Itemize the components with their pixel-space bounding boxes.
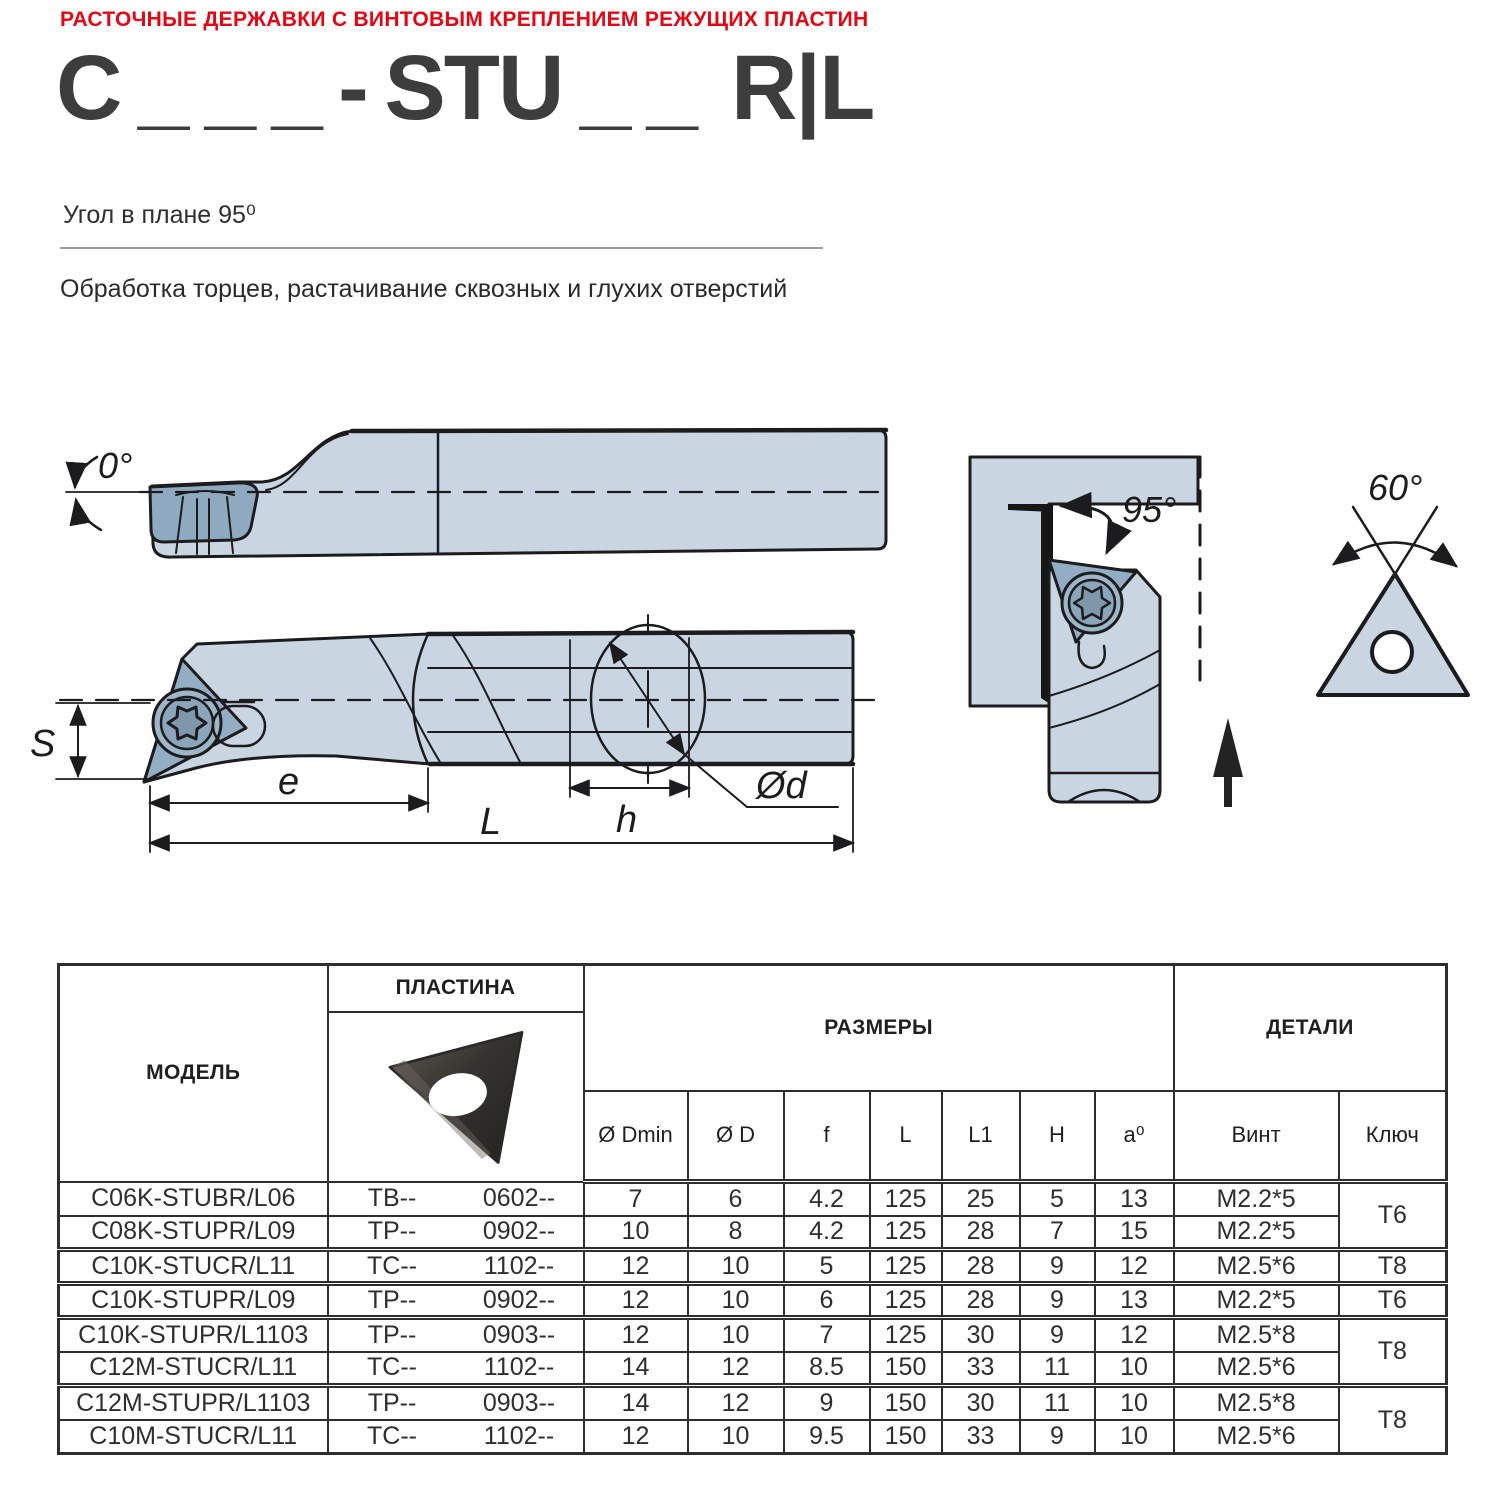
cell-l1: 33 [942, 1420, 1020, 1454]
cell-l: 125 [870, 1318, 942, 1352]
table-row [59, 1386, 1447, 1420]
shank-height-label: S [30, 723, 56, 765]
column-header-insert: ПЛАСТИНА [328, 965, 584, 1012]
specification-table [57, 963, 1448, 1455]
cell-d: 10 [688, 1318, 784, 1352]
cell-dmin: 12 [584, 1250, 688, 1284]
cell-a: 10 [1095, 1386, 1174, 1420]
cell-dmin: 12 [584, 1284, 688, 1318]
cell-l1: 28 [942, 1284, 1020, 1318]
cell-dmin: 10 [584, 1216, 688, 1250]
cell-screw: M2.5*8 [1174, 1386, 1339, 1420]
cell-f: 9 [784, 1386, 870, 1420]
cell-h: 11 [1020, 1386, 1095, 1420]
head-length-label: e [278, 761, 300, 803]
subheader-a: a⁰ [1095, 1091, 1174, 1182]
cell-dmin: 14 [584, 1386, 688, 1420]
cell-d: 8 [688, 1216, 784, 1250]
lead-angle-view [970, 457, 1243, 807]
cell-a: 10 [1095, 1420, 1174, 1454]
cell-insert: TC-- 1102-- [328, 1420, 584, 1454]
diameter-label: Ød [756, 765, 807, 807]
cell-a: 13 [1095, 1284, 1174, 1318]
cell-h: 9 [1020, 1250, 1095, 1284]
lead-angle-subtitle: Угол в плане 95⁰ [63, 201, 256, 229]
toolholder-side-view [30, 615, 878, 852]
cell-key: T8 [1339, 1386, 1447, 1454]
divider-line [60, 247, 823, 249]
clamp-length-label: h [616, 799, 638, 841]
page-title: C _ _ _ - STU _ _ R|L [56, 37, 874, 139]
cell-l1: 30 [942, 1386, 1020, 1420]
cell-h: 5 [1020, 1182, 1095, 1216]
cell-dmin: 12 [584, 1318, 688, 1352]
cell-insert: TP-- 0902-- [328, 1284, 584, 1318]
cell-model: C10M-STUCR/L11 [59, 1420, 328, 1454]
cell-h: 9 [1020, 1420, 1095, 1454]
cell-d: 10 [688, 1420, 784, 1454]
insert-hole [1372, 632, 1412, 672]
cell-h: 7 [1020, 1216, 1095, 1250]
subheader-key: Ключ [1339, 1091, 1447, 1182]
cell-model: C10K-STUPR/L1103 [59, 1318, 328, 1352]
cell-f: 6 [784, 1284, 870, 1318]
cell-dmin: 7 [584, 1182, 688, 1216]
cell-f: 4.2 [784, 1182, 870, 1216]
insert-angle-view [1318, 467, 1468, 695]
cell-h: 11 [1020, 1352, 1095, 1386]
subheader-h: H [1020, 1091, 1095, 1182]
cell-l: 150 [870, 1386, 942, 1420]
cell-key: T8 [1339, 1250, 1447, 1284]
lead-angle-label: 95° [1122, 489, 1177, 530]
cell-insert: TP-- 0903-- [328, 1386, 584, 1420]
subheader-l1: L1 [942, 1091, 1020, 1182]
cell-d: 12 [688, 1352, 784, 1386]
cell-screw: M2.5*6 [1174, 1250, 1339, 1284]
cell-d: 10 [688, 1284, 784, 1318]
cell-model: C12M-STUCR/L11 [59, 1352, 328, 1386]
cell-insert: TC-- 1102-- [328, 1250, 584, 1284]
torx-screw-icon [1062, 573, 1122, 633]
cell-l: 125 [870, 1216, 942, 1250]
cell-a: 12 [1095, 1318, 1174, 1352]
cell-l1: 25 [942, 1182, 1020, 1216]
column-header-model: МОДЕЛЬ [59, 965, 328, 1182]
cell-model: C06K-STUBR/L06 [59, 1182, 328, 1216]
insert-photo [361, 1014, 551, 1179]
cell-f: 8.5 [784, 1352, 870, 1386]
technical-drawing [0, 400, 1500, 880]
page-eyebrow-title: РАСТОЧНЫЕ ДЕРЖАВКИ С ВИНТОВЫМ КРЕПЛЕНИЕМ РЕЖУЩИХ ПЛАСТИН [60, 8, 869, 31]
cell-l1: 28 [942, 1250, 1020, 1284]
cell-h: 9 [1020, 1318, 1095, 1352]
cell-f: 9.5 [784, 1420, 870, 1454]
cell-f: 4.2 [784, 1216, 870, 1250]
cell-f: 5 [784, 1250, 870, 1284]
subheader-d: Ø D [688, 1091, 784, 1182]
column-group-dimensions: РАЗМЕРЫ [584, 965, 1174, 1091]
cell-l: 150 [870, 1352, 942, 1386]
cell-a: 15 [1095, 1216, 1174, 1250]
cell-model: C10K-STUPR/L09 [59, 1284, 328, 1318]
cell-screw: M2.5*6 [1174, 1420, 1339, 1454]
table-row [59, 1250, 1447, 1284]
cell-insert: TB-- 0602-- [328, 1182, 584, 1216]
table-row [59, 1352, 1447, 1386]
table-row [59, 1182, 1447, 1216]
cell-h: 9 [1020, 1284, 1095, 1318]
table-row [59, 1318, 1447, 1352]
column-group-details: ДЕТАЛИ [1174, 965, 1447, 1091]
cell-d: 6 [688, 1182, 784, 1216]
cell-d: 10 [688, 1250, 784, 1284]
cell-f: 7 [784, 1318, 870, 1352]
cell-a: 12 [1095, 1250, 1174, 1284]
cell-a: 13 [1095, 1182, 1174, 1216]
cell-model: C08K-STUPR/L09 [59, 1216, 328, 1250]
toolholder-top-view [66, 430, 886, 557]
cell-screw: M2.5*8 [1174, 1318, 1339, 1352]
cell-model: C10K-STUCR/L11 [59, 1250, 328, 1284]
cell-l: 125 [870, 1250, 942, 1284]
point-angle-label: 60° [1368, 467, 1423, 508]
application-description: Обработка торцев, растачивание сквозных и глухих отверстий [60, 275, 788, 303]
cell-l: 125 [870, 1284, 942, 1318]
cell-l: 150 [870, 1420, 942, 1454]
cell-model: C12M-STUPR/L1103 [59, 1386, 328, 1420]
subheader-f: f [784, 1091, 870, 1182]
subheader-l: L [870, 1091, 942, 1182]
cell-dmin: 12 [584, 1420, 688, 1454]
cell-key: T8 [1339, 1318, 1447, 1386]
cell-l1: 28 [942, 1216, 1020, 1250]
cell-a: 10 [1095, 1352, 1174, 1386]
cell-l1: 30 [942, 1318, 1020, 1352]
feed-direction-arrow-icon [1213, 718, 1243, 807]
cell-l: 125 [870, 1182, 942, 1216]
table-row [59, 1216, 1447, 1250]
cell-insert: TC-- 1102-- [328, 1352, 584, 1386]
table-row [59, 1284, 1447, 1318]
table-row [59, 1420, 1447, 1454]
cell-screw: M2.2*5 [1174, 1216, 1339, 1250]
cell-key: T6 [1339, 1284, 1447, 1318]
total-length-label: L [480, 801, 502, 843]
cell-d: 12 [688, 1386, 784, 1420]
cell-screw: M2.2*5 [1174, 1182, 1339, 1216]
cell-l1: 33 [942, 1352, 1020, 1386]
cell-screw: M2.2*5 [1174, 1284, 1339, 1318]
cell-insert: TP-- 0902-- [328, 1216, 584, 1250]
subheader-screw: Винт [1174, 1091, 1339, 1182]
back-angle-label: 0° [98, 445, 133, 486]
cell-insert: TP-- 0903-- [328, 1318, 584, 1352]
cell-key: T6 [1339, 1182, 1447, 1250]
cell-dmin: 14 [584, 1352, 688, 1386]
insert-photo-cell [328, 1012, 584, 1182]
cell-screw: M2.5*6 [1174, 1352, 1339, 1386]
subheader-dmin: Ø Dmin [584, 1091, 688, 1182]
